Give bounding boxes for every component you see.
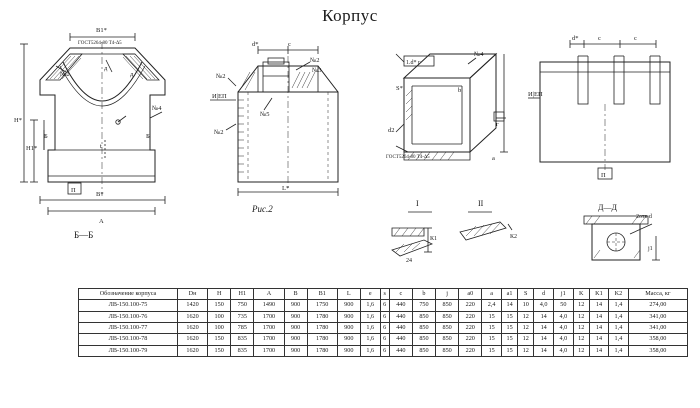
- cell: 1,6: [360, 334, 380, 345]
- table-row: [79, 300, 688, 311]
- cell: 12: [573, 311, 589, 322]
- col-header: j: [436, 289, 459, 300]
- cell: 15: [501, 323, 517, 334]
- cell: 850: [436, 323, 459, 334]
- col-header: j1: [553, 289, 573, 300]
- cell: 1420: [178, 300, 208, 311]
- cell: 850: [412, 323, 435, 334]
- label-b-left: Б: [44, 133, 48, 140]
- cell: 341,00: [628, 311, 687, 322]
- col-header: s: [380, 289, 389, 300]
- cell: 4,0: [553, 311, 573, 322]
- cell: 220: [459, 311, 482, 322]
- cell: 850: [412, 334, 435, 345]
- cell: 440: [389, 311, 412, 322]
- cell: 900: [337, 311, 360, 322]
- cell: 12: [573, 323, 589, 334]
- note-gost-2: ГОСТ5264-80 Т4-Δ5: [386, 155, 430, 160]
- cell: 14: [589, 311, 608, 322]
- page-title: Корпус: [322, 6, 378, 25]
- cell: 835: [231, 334, 254, 345]
- dim-l-v2: L*: [282, 185, 290, 192]
- cell: 440: [389, 345, 412, 356]
- detail-label-dd: Д—Д: [598, 203, 617, 212]
- cell: 14: [534, 334, 554, 345]
- table-row: [79, 345, 688, 356]
- view-right: [528, 40, 670, 179]
- cell: 15: [482, 323, 502, 334]
- cell: ЛВ-150.100-79: [79, 345, 178, 356]
- cell: 900: [337, 334, 360, 345]
- cell: 14: [589, 323, 608, 334]
- cell: 440: [389, 300, 412, 311]
- cell: 220: [459, 334, 482, 345]
- detail-two: [460, 212, 512, 240]
- cell: 15: [501, 345, 517, 356]
- cell: 6: [380, 334, 389, 345]
- cell: 1,6: [360, 311, 380, 322]
- cell: 900: [284, 311, 307, 322]
- cell: 1780: [307, 334, 337, 345]
- label-s-v3: S*: [396, 85, 403, 92]
- cell: 14: [589, 345, 608, 356]
- cell: 12: [518, 334, 534, 345]
- cell: 850: [412, 345, 435, 356]
- cell: 15: [482, 311, 502, 322]
- cell: 1780: [307, 311, 337, 322]
- cell: 850: [436, 311, 459, 322]
- cell: 1,4: [609, 345, 629, 356]
- cell: 2,4: [482, 300, 502, 311]
- label-no3-v2: №3: [312, 67, 322, 74]
- cell: 14: [534, 345, 554, 356]
- dim-b1: В1*: [96, 27, 107, 34]
- label-p-v1: П: [71, 187, 76, 194]
- label-no2-v2c: №2: [310, 57, 320, 64]
- detail-i-dim-24: 24: [406, 258, 412, 264]
- col-header: Обозначение корпуса: [79, 289, 178, 300]
- detail-label-ii: II: [478, 199, 484, 208]
- dim-b-star: В*: [96, 191, 104, 198]
- cell: 220: [459, 323, 482, 334]
- dim-h: Н*: [14, 117, 22, 124]
- cell: 1,4: [609, 323, 629, 334]
- view-section-bb: [20, 33, 165, 215]
- col-header: S: [518, 289, 534, 300]
- col-header: a0: [459, 289, 482, 300]
- col-header: H: [208, 289, 231, 300]
- cell: 1490: [254, 300, 284, 311]
- cell: 6: [380, 311, 389, 322]
- col-header: H1: [231, 289, 254, 300]
- cell: 850: [412, 311, 435, 322]
- detail-ii-dim-k2: К2: [510, 234, 518, 240]
- label-no4-v3: №4: [474, 51, 484, 58]
- cell: 835: [231, 345, 254, 356]
- dim-d-v2: d*: [252, 41, 259, 48]
- label-dg-v3: 1.d* г: [406, 60, 421, 66]
- cell: 850: [436, 334, 459, 345]
- label-b-v3: b: [458, 87, 462, 94]
- cell: 900: [284, 345, 307, 356]
- col-header: B: [284, 289, 307, 300]
- label-a-v3: a: [492, 155, 495, 162]
- cell: 220: [459, 345, 482, 356]
- cell: 735: [231, 311, 254, 322]
- cell: 12: [518, 345, 534, 356]
- cell: 15: [501, 334, 517, 345]
- cell: 12: [573, 345, 589, 356]
- dim-a: А: [99, 218, 104, 225]
- cell: 1620: [178, 334, 208, 345]
- cell: 1,6: [360, 323, 380, 334]
- cell: 1620: [178, 311, 208, 322]
- cell: 14: [589, 300, 608, 311]
- cell: 1,6: [360, 345, 380, 356]
- label-d2-v1: д: [130, 71, 134, 78]
- dim-c-v4b: c: [634, 35, 637, 42]
- cell: 1620: [178, 345, 208, 356]
- col-header: K: [573, 289, 589, 300]
- cell: 10: [518, 300, 534, 311]
- cell: 150: [208, 334, 231, 345]
- specification-table: [78, 288, 688, 357]
- weld-symbol-v2: И|ЕП: [212, 93, 227, 100]
- cell: 850: [436, 300, 459, 311]
- label-no2-v2b: №2: [214, 129, 224, 136]
- cell: 12: [573, 300, 589, 311]
- cell: 4,0: [553, 323, 573, 334]
- cell: 6: [380, 300, 389, 311]
- cell: 1780: [307, 345, 337, 356]
- detail-dd: [584, 216, 660, 260]
- cell: 12: [573, 334, 589, 345]
- view-top: [396, 54, 508, 160]
- cell: 1,4: [609, 334, 629, 345]
- cell: 1700: [254, 345, 284, 356]
- col-header: L: [337, 289, 360, 300]
- detail-i-dim-k1: К1: [430, 236, 438, 242]
- dim-d-v4: d*: [572, 35, 579, 42]
- cell: 274,00: [628, 300, 687, 311]
- table-row: [79, 334, 688, 345]
- cell: 6: [380, 345, 389, 356]
- table-row: [79, 311, 688, 322]
- col-header: K2: [609, 289, 629, 300]
- cell: 4,0: [553, 345, 573, 356]
- cell: 150: [208, 300, 231, 311]
- col-header: Dн: [178, 289, 208, 300]
- cell: 785: [231, 323, 254, 334]
- label-no2-v1: №2: [60, 71, 70, 78]
- weld-symbol-v4: И|ЕП: [528, 91, 543, 98]
- label-no2-v2a: №2: [216, 73, 226, 80]
- detail-one: [392, 212, 432, 256]
- col-header: b: [412, 289, 435, 300]
- detail-label-i: I: [416, 199, 419, 208]
- label-d-v1: д: [104, 65, 108, 72]
- detail-dd-holes: 2отв d: [636, 214, 652, 220]
- label-d2-v3: d2: [388, 127, 395, 134]
- cell: ЛВ-150.100-77: [79, 323, 178, 334]
- cell: 900: [337, 300, 360, 311]
- cell: 1700: [254, 311, 284, 322]
- cell: 1750: [307, 300, 337, 311]
- col-header: a1: [501, 289, 517, 300]
- label-b-right: Б: [146, 133, 150, 140]
- view1-section-label: Б—Б: [74, 230, 94, 240]
- col-header: a: [482, 289, 502, 300]
- cell: 750: [412, 300, 435, 311]
- table-header-row: [79, 289, 688, 300]
- label-no5-v2: №5: [260, 111, 270, 118]
- detail-dd-j1: j1: [648, 246, 653, 252]
- cell: 850: [436, 345, 459, 356]
- cell: 150: [208, 345, 231, 356]
- cell: 900: [337, 345, 360, 356]
- cell: 900: [284, 300, 307, 311]
- cell: 1700: [254, 334, 284, 345]
- dim-t: t: [100, 143, 102, 150]
- cell: 440: [389, 334, 412, 345]
- cell: 358,00: [628, 334, 687, 345]
- cell: 12: [518, 323, 534, 334]
- col-header: B1: [307, 289, 337, 300]
- col-header: Масса, кг: [628, 289, 687, 300]
- cell: 750: [231, 300, 254, 311]
- cell: 12: [518, 311, 534, 322]
- cell: 1,4: [609, 300, 629, 311]
- cell: 1,4: [609, 311, 629, 322]
- cell: 4,0: [534, 300, 554, 311]
- col-header: c: [389, 289, 412, 300]
- col-header: K1: [589, 289, 608, 300]
- cell: 900: [284, 323, 307, 334]
- label-g-v3: г: [496, 121, 499, 128]
- cell: 100: [208, 323, 231, 334]
- col-header: d: [534, 289, 554, 300]
- cell: 50: [553, 300, 573, 311]
- cell: 4,0: [553, 334, 573, 345]
- dim-c-v2: c: [288, 41, 291, 48]
- cell: 14: [501, 300, 517, 311]
- cell: 14: [534, 311, 554, 322]
- cell: 1,6: [360, 300, 380, 311]
- cell: 15: [501, 311, 517, 322]
- table-row: [79, 323, 688, 334]
- cell: 341,00: [628, 323, 687, 334]
- dim-h1: Н1*: [26, 145, 38, 152]
- cell: 900: [337, 323, 360, 334]
- col-header: e: [360, 289, 380, 300]
- cell: 14: [589, 334, 608, 345]
- cell: ЛВ-150.100-75: [79, 300, 178, 311]
- cell: ЛВ-150.100-78: [79, 334, 178, 345]
- note-gost-1: ГОСТ5264-80 Т4-Δ5: [78, 41, 122, 46]
- label-p-v4: П: [601, 172, 606, 179]
- cell: 15: [482, 334, 502, 345]
- cell: 358,00: [628, 345, 687, 356]
- col-header: A: [254, 289, 284, 300]
- cell: 220: [459, 300, 482, 311]
- cell: 1620: [178, 323, 208, 334]
- dim-c-v4a: c: [598, 35, 601, 42]
- cell: 6: [380, 323, 389, 334]
- label-no4-v1: №4: [152, 105, 162, 112]
- cell: 100: [208, 311, 231, 322]
- cell: 1700: [254, 323, 284, 334]
- cell: ЛВ-150.100-76: [79, 311, 178, 322]
- cell: 900: [284, 334, 307, 345]
- cell: 15: [482, 345, 502, 356]
- cell: 440: [389, 323, 412, 334]
- cell: 1780: [307, 323, 337, 334]
- cell: 14: [534, 323, 554, 334]
- fig2-caption: Рис.2: [252, 204, 273, 214]
